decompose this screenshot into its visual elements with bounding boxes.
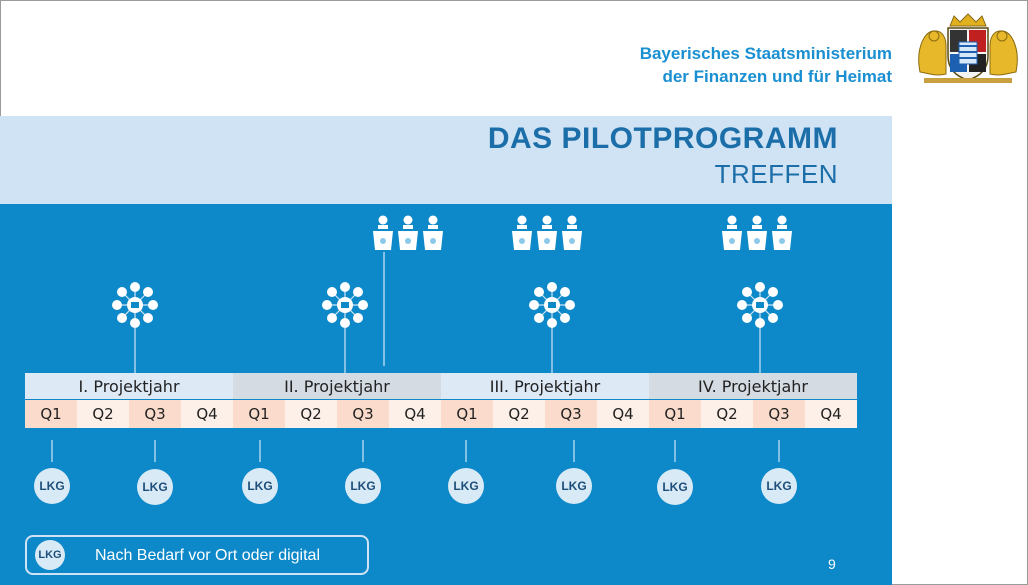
lkg-badge: LKG (761, 468, 797, 504)
year-4: IV. Projektjahr (649, 373, 857, 399)
ministry-line-2: der Finanzen und für Heimat (662, 67, 892, 86)
lkg-badge: LKG (137, 469, 173, 505)
quarter-cell: Q4 (597, 400, 649, 428)
cup-group-icon (373, 216, 443, 251)
lkg-badge: LKG (34, 468, 70, 504)
lkg-badge: LKG (242, 468, 278, 504)
quarter-cell: Q3 (337, 400, 389, 428)
quarter-cell: Q4 (389, 400, 441, 428)
ministry-line-1: Bayerisches Staatsministerium (639, 44, 892, 63)
year-3: III. Projektjahr (441, 373, 649, 399)
lkg-badge: LKG (345, 468, 381, 504)
page-number: 9 (828, 556, 836, 572)
page-subtitle: TREFFEN (714, 159, 838, 189)
quarter-cell: Q2 (77, 400, 129, 428)
lkg-badge: LKG (448, 468, 484, 504)
page-title: DAS PILOTPROGRAMM (487, 122, 838, 155)
quarter-cell: Q1 (649, 400, 701, 428)
quarter-cell: Q4 (805, 400, 857, 428)
quarter-cell: Q3 (129, 400, 181, 428)
quarter-cell: Q3 (753, 400, 805, 428)
legend-lkg-badge: LKG (35, 540, 65, 570)
quarter-cell: Q1 (233, 400, 285, 428)
cup-group-icon (722, 216, 792, 251)
year-2: II. Projektjahr (233, 373, 441, 399)
lkg-badge: LKG (556, 468, 592, 504)
quarter-cell: Q2 (285, 400, 337, 428)
quarter-cell: Q3 (545, 400, 597, 428)
legend-text: Nach Bedarf vor Ort oder digital (95, 547, 320, 564)
year-1: I. Projektjahr (25, 373, 233, 399)
quarter-cell: Q2 (701, 400, 753, 428)
quarter-cell: Q2 (493, 400, 545, 428)
quarter-cell: Q1 (25, 400, 77, 428)
quarter-cell: Q4 (181, 400, 233, 428)
lkg-badge: LKG (657, 469, 693, 505)
cup-group-icon (512, 216, 582, 251)
quarter-cell: Q1 (441, 400, 493, 428)
legend-box (25, 535, 369, 575)
